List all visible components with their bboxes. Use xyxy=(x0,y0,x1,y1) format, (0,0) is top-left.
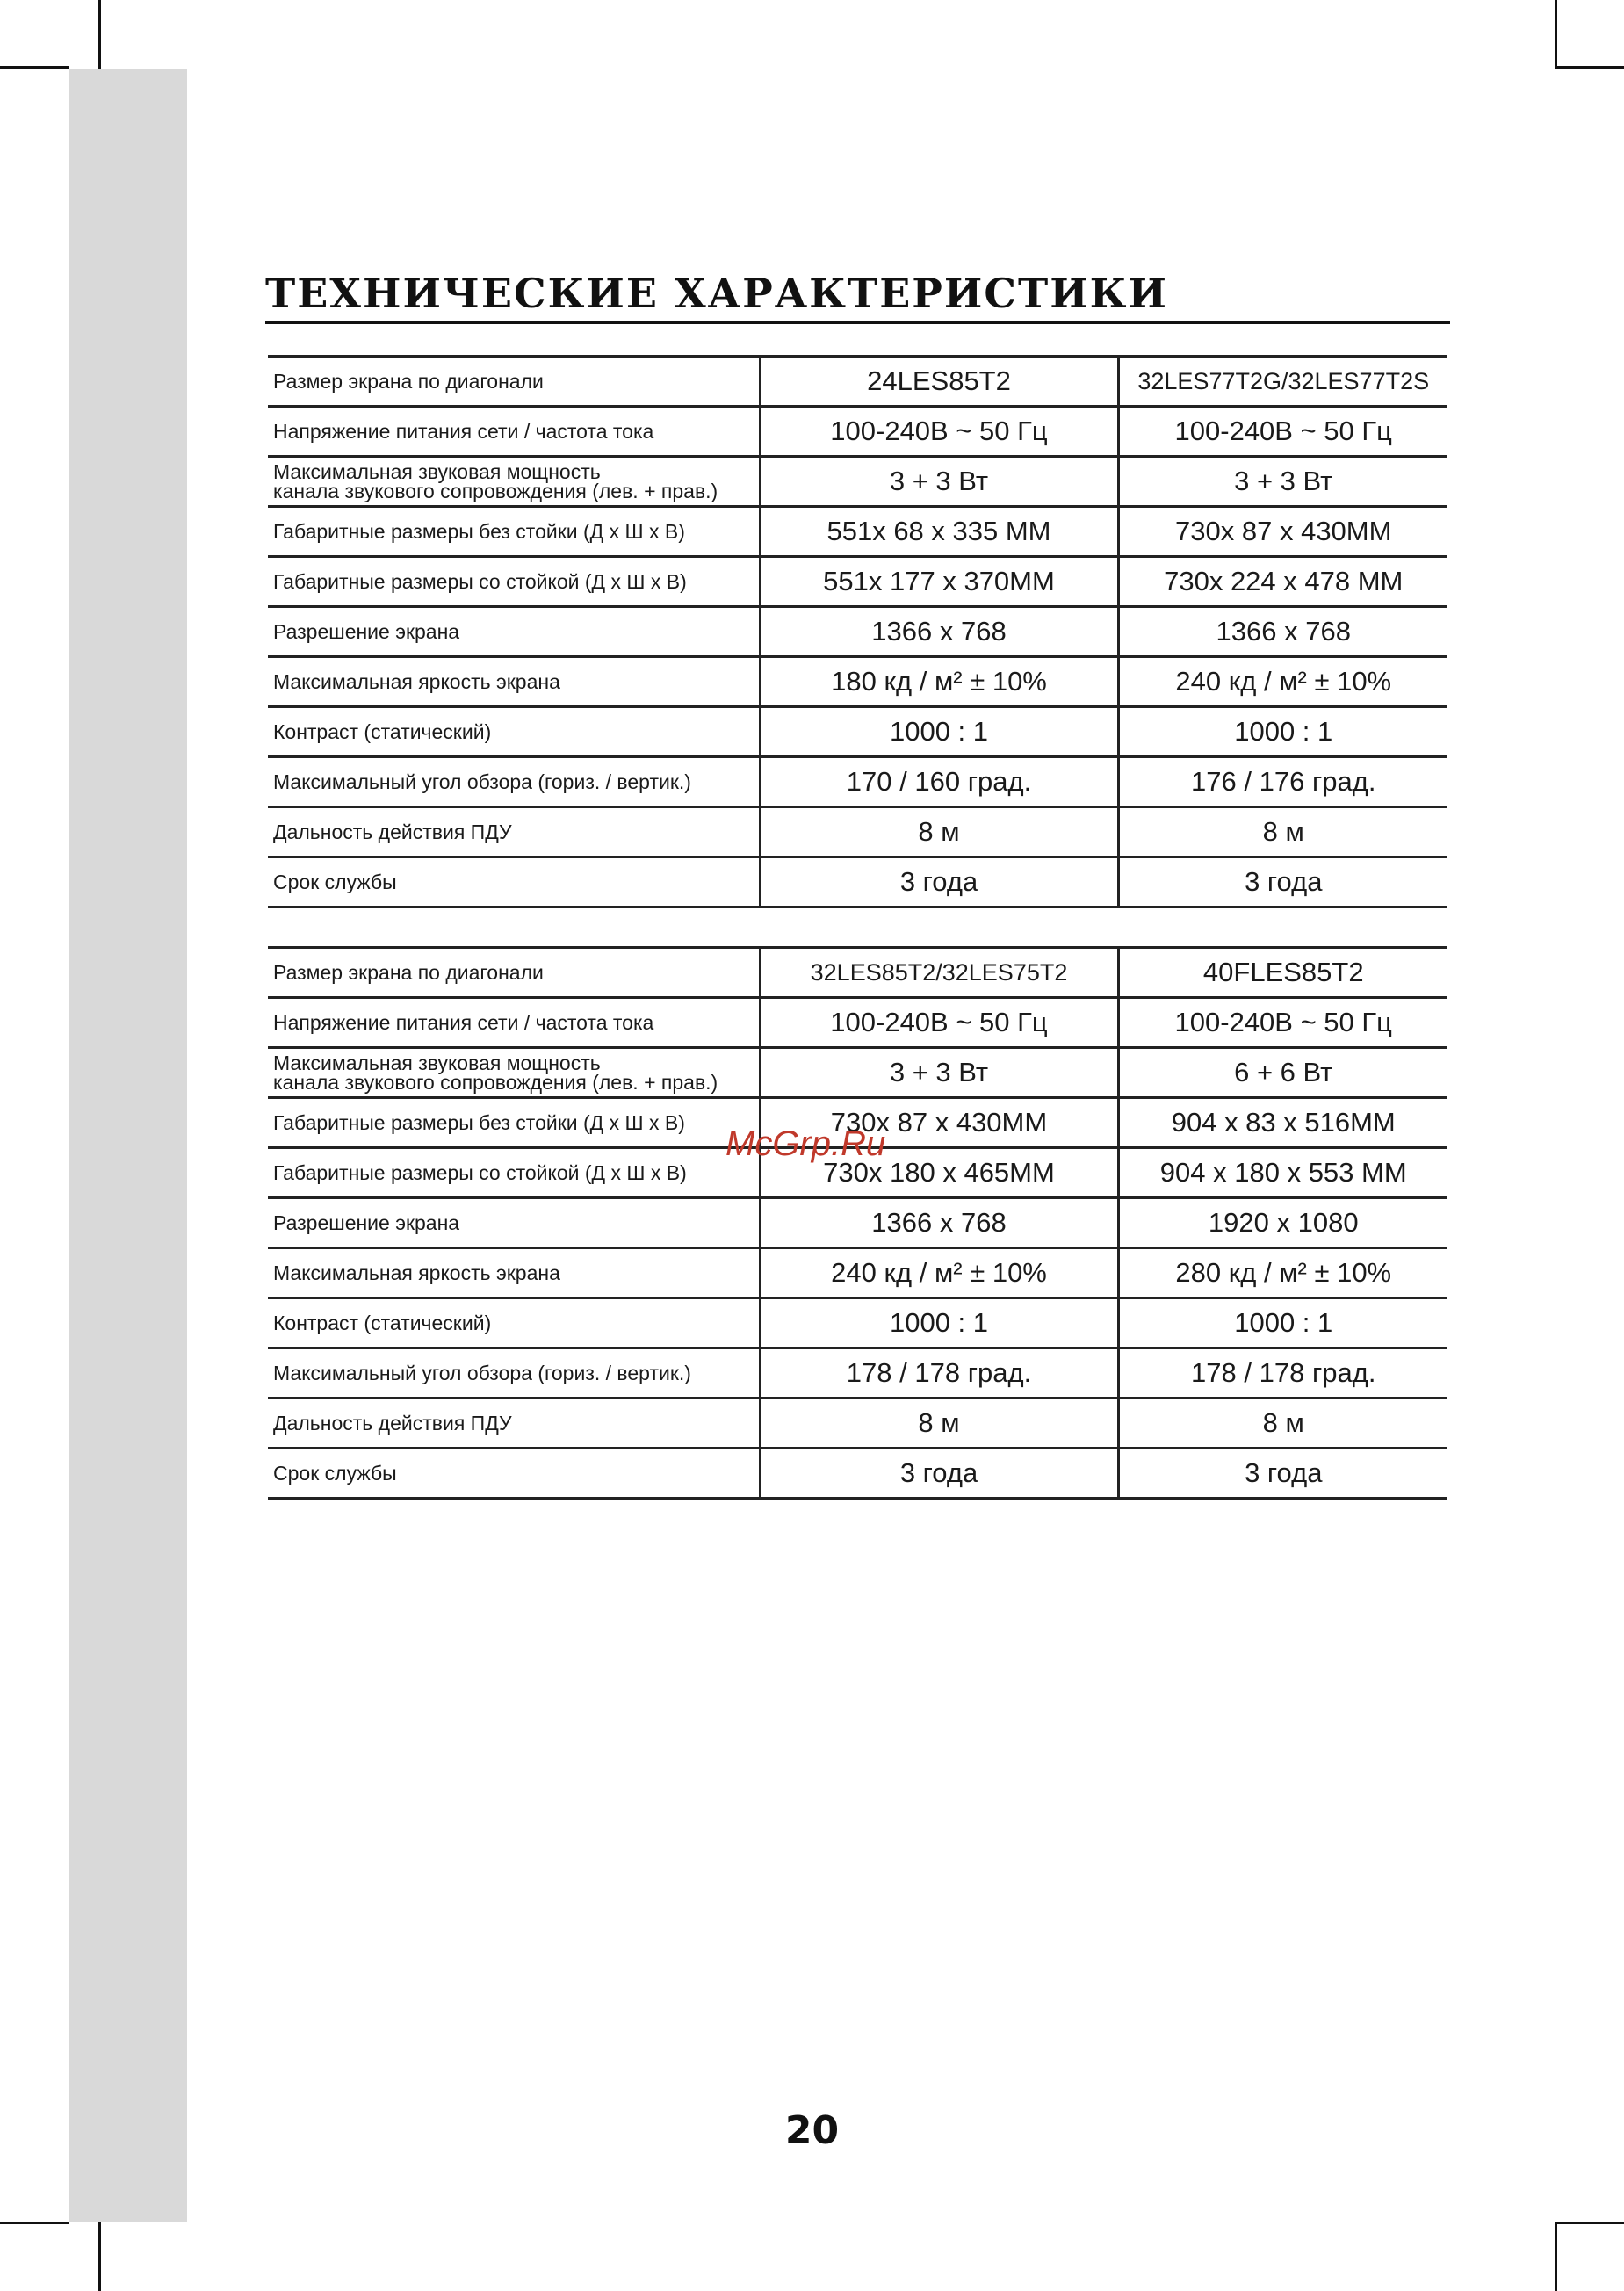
spec-label: Максимальный угол обзора (гориз. / вертик.) xyxy=(268,757,760,807)
spec-row xyxy=(268,407,1447,457)
spec-value: 100-240В ~ 50 Гц xyxy=(1118,407,1447,457)
spec-row xyxy=(268,457,1447,507)
spec-value: 3 + 3 Вт xyxy=(1118,457,1447,507)
spec-label: Габаритные размеры со стойкой (Д х Ш х В) xyxy=(268,1148,760,1198)
spec-row xyxy=(268,757,1447,807)
crop-mark xyxy=(1555,2222,1624,2224)
crop-mark xyxy=(1555,2222,1557,2291)
spec-label: Максимальная звуковая мощность канала звукового сопровождения (лев. + прав.) xyxy=(268,1048,760,1098)
page-title: ТЕХНИЧЕСКИЕ ХАРАКТЕРИСТИКИ xyxy=(265,270,1168,317)
spec-row xyxy=(268,607,1447,657)
spec-value: 32LES77T2G/32LES77T2S xyxy=(1118,357,1447,407)
spec-label: Срок службы xyxy=(268,857,760,907)
spec-row xyxy=(268,1398,1447,1449)
spec-row xyxy=(268,1248,1447,1298)
spec-label: Габаритные размеры без стойки (Д х Ш х В) xyxy=(268,1098,760,1148)
spec-label: Контраст (статический) xyxy=(268,1298,760,1348)
spec-row xyxy=(268,1449,1447,1499)
spec-row xyxy=(268,1348,1447,1398)
spec-value: 178 / 178 град. xyxy=(1118,1348,1447,1398)
spec-label: Максимальная яркость экрана xyxy=(268,657,760,707)
spec-row xyxy=(268,807,1447,857)
spec-row xyxy=(268,557,1447,607)
crop-mark xyxy=(1555,0,1557,69)
spec-value: 180 кд / м² ± 10% xyxy=(760,657,1118,707)
spec-value: 24LES85T2 xyxy=(760,357,1118,407)
spec-value: 280 кд / м² ± 10% xyxy=(1118,1248,1447,1298)
spec-label: Размер экрана по диагонали xyxy=(268,357,760,407)
spec-value: 3 + 3 Вт xyxy=(760,1048,1118,1098)
spec-value: 170 / 160 град. xyxy=(760,757,1118,807)
spec-row xyxy=(268,998,1447,1048)
spec-value: 6 + 6 Вт xyxy=(1118,1048,1447,1098)
spec-value: 1920 x 1080 xyxy=(1118,1198,1447,1248)
spec-value: 904 x 83 x 516MM xyxy=(1118,1098,1447,1148)
spec-value: 730x 224 x 478 ММ xyxy=(1118,557,1447,607)
spec-row xyxy=(268,707,1447,757)
spec-label: Габаритные размеры без стойки (Д х Ш х В) xyxy=(268,507,760,557)
spec-label: Дальность действия ПДУ xyxy=(268,807,760,857)
spec-value: 551x 177 x 370MM xyxy=(760,557,1118,607)
spec-label: Напряжение питания сети / частота тока xyxy=(268,998,760,1048)
spec-value: 551x 68 x 335 ММ xyxy=(760,507,1118,557)
spec-value: 730x 180 x 465MM xyxy=(760,1148,1118,1198)
spec-label: Срок службы xyxy=(268,1449,760,1499)
crop-mark xyxy=(98,0,101,69)
spec-row xyxy=(268,1048,1447,1098)
spec-value: 1000 : 1 xyxy=(1118,707,1447,757)
watermark: McGrp.Ru xyxy=(725,1124,886,1163)
spec-row xyxy=(268,657,1447,707)
spec-value: 3 года xyxy=(1118,1449,1447,1499)
crop-mark xyxy=(0,66,69,69)
crop-mark xyxy=(98,2222,101,2291)
page-side-band xyxy=(69,69,187,2222)
spec-value: 1000 : 1 xyxy=(1118,1298,1447,1348)
spec-value: 8 м xyxy=(1118,807,1447,857)
spec-value: 178 / 178 град. xyxy=(760,1348,1118,1398)
spec-value: 1366 x 768 xyxy=(1118,607,1447,657)
spec-label: Максимальный угол обзора (гориз. / вертик.) xyxy=(268,1348,760,1398)
spec-table-2 xyxy=(268,946,1447,1500)
spec-value: 1000 : 1 xyxy=(760,1298,1118,1348)
spec-value: 32LES85T2/32LES75T2 xyxy=(760,948,1118,998)
spec-value: 3 + 3 Вт xyxy=(760,457,1118,507)
spec-row xyxy=(268,507,1447,557)
spec-value: 100-240В ~ 50 Гц xyxy=(760,998,1118,1048)
spec-value: 1366 x 768 xyxy=(760,1198,1118,1248)
spec-value: 1000 : 1 xyxy=(760,707,1118,757)
spec-table-1 xyxy=(268,355,1447,908)
spec-value: 240 кд / м² ± 10% xyxy=(1118,657,1447,707)
crop-mark xyxy=(0,2222,69,2224)
spec-row xyxy=(268,1298,1447,1348)
spec-value: 730x 87 x 430MM xyxy=(1118,507,1447,557)
spec-row xyxy=(268,857,1447,907)
spec-label: Разрешение экрана xyxy=(268,607,760,657)
spec-value: 8 м xyxy=(760,1398,1118,1449)
spec-value: 8 м xyxy=(1118,1398,1447,1449)
spec-label: Дальность действия ПДУ xyxy=(268,1398,760,1449)
spec-value: 240 кд / м² ± 10% xyxy=(760,1248,1118,1298)
crop-mark xyxy=(1555,66,1624,69)
spec-value: 730x 87 x 430MM xyxy=(760,1098,1118,1148)
spec-label: Максимальная яркость экрана xyxy=(268,1248,760,1298)
spec-label: Максимальная звуковая мощность канала звукового сопровождения (лев. + прав.) xyxy=(268,457,760,507)
spec-value: 8 м xyxy=(760,807,1118,857)
spec-label: Размер экрана по диагонали xyxy=(268,948,760,998)
spec-value: 40FLES85T2 xyxy=(1118,948,1447,998)
spec-value: 100-240В ~ 50 Гц xyxy=(1118,998,1447,1048)
title-rule xyxy=(265,321,1450,324)
spec-value: 904 x 180 x 553 ММ xyxy=(1118,1148,1447,1198)
spec-value: 3 года xyxy=(760,857,1118,907)
spec-label: Разрешение экрана xyxy=(268,1198,760,1248)
page-number: 20 xyxy=(784,2108,840,2153)
spec-label: Напряжение питания сети / частота тока xyxy=(268,407,760,457)
spec-row xyxy=(268,1198,1447,1248)
spec-label: Габаритные размеры со стойкой (Д х Ш х В) xyxy=(268,557,760,607)
spec-value: 100-240В ~ 50 Гц xyxy=(760,407,1118,457)
spec-label: Контраст (статический) xyxy=(268,707,760,757)
spec-row xyxy=(268,948,1447,998)
spec-row xyxy=(268,357,1447,407)
spec-value: 1366 x 768 xyxy=(760,607,1118,657)
spec-value: 3 года xyxy=(1118,857,1447,907)
spec-value: 3 года xyxy=(760,1449,1118,1499)
spec-value: 176 / 176 град. xyxy=(1118,757,1447,807)
